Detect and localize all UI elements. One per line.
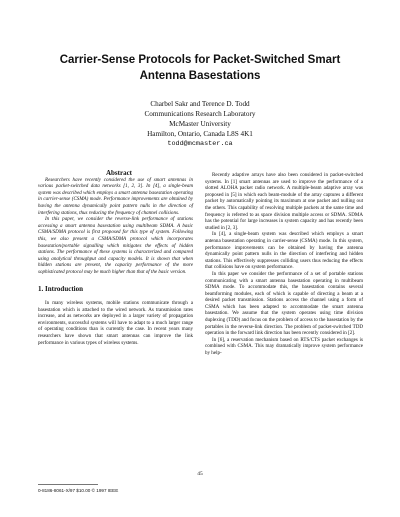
abstract-paragraph: Researchers have recently considered the use of smart antennas in various packet-switched data networks [1, 2, 3]. In [4], a single-beam system was described which employs a smart antenna basestation operating in carrier-sense (CSMA) mode. Performance improvements are obtained by having the antenna dynamically point pattern nulls in the direction of interfering stations, thus reducing the frequency of channel collisions. <box>38 176 193 216</box>
author-names: Charbel Sakr and Terence D. Todd <box>150 100 250 108</box>
author-block <box>100 99 300 149</box>
section-heading-introduction: 1. Introduction <box>38 284 83 293</box>
body-paragraph: In many wireless systems, mobile stations communicate through a basestation which is attached to the wired network. As transmission rates increase, and as networks are deployed in a larger variety of propagation environments, successful systems will have to adapt to a much larger range of operating conditions than is currently the case. In recent years many researchers have shown that smart antennas can improve the link performance in various types of wireless systems. <box>38 300 193 346</box>
abstract-paragraph: In this paper, we consider the reverse-link performance of stations accessing a smart antenna basestation using multibeam SDMA. A basic CSMA/SDMA protocol is first proposed for this type of system. Following this, we also present a CSMA/SDMA protocol which incorporates basestation/portable signalling which mitigates the effects of hidden stations. The performance of these systems is characterized and compared using analytical throughput and capacity models. It is shown that when hidden stations are present, the capacity performance of the more sophisticated protocol may be much higher than that of the basic version. <box>38 216 193 275</box>
abstract <box>38 177 193 276</box>
title-line: Carrier-Sense Protocols for Packet-Switched Smart <box>59 54 341 66</box>
body-paragraph: In this paper we consider the performance of a set of portable stations communicating with a smart antenna basestation operating in multibeam SDMA mode. To accommodate this, the basestation contains several beamforming modules, each of which is capable of directing a beam at a desired packet transmission. Stations access the channel using a form of CSMA which has been adapted to accommodate the smart antenna basestation. We assume that the system operates using time division duplexing (TDD) and focus on the problem of access to the basestation by the portables in the reverse-link direction. The problem of packet-switched TDD operation in the forward link direction has been recently considered in [2]. <box>205 270 363 337</box>
author-email: todd@mcmaster.ca <box>167 140 233 148</box>
body-paragraph: In [4], a single-beam system was described which employs a smart antenna basestation operating in carrier-sense (CSMA) mode. In this system, performance improvements can be obtained by having the antenna dynamically point pattern nulls in the direction of interfering and hidden stations. This effectively suppresses colliding users thus reducing the effects that collisions have on system performance. <box>205 231 363 271</box>
affiliation-line: Communications Research Laboratory <box>144 110 256 118</box>
abstract-heading: Abstract <box>105 169 133 177</box>
paper-title <box>40 52 360 84</box>
footer-rule <box>38 484 98 485</box>
left-column <box>38 170 193 346</box>
affiliation-line: McMaster University <box>169 120 231 128</box>
body-paragraph: Recently adaptive arrays have also been considered in packet-switched systems. In [1] smart antennas are used to improve the performance of a slotted ALOHA packet radio network. A multiple-beam adaptive array was proposed in [5] in which each beam-module of the array captures a different packet by automatically pointing its maximum at one packet and nulling out the others. This capability of resolving multiple packets at the same time and frequency is referred to as space division multiple access or SDMA. SDMA has the potential for large increases in system capacity and has recently been studied in [2, 3]. <box>205 172 363 231</box>
body-paragraph: In [6], a reservation mechanism based on RTS/CTS packet exchanges is combined with CSMA. This may dramatically improve system performance by help- <box>205 336 363 357</box>
affiliation-line: Hamilton, Ontario, Canada L8S 4K1 <box>147 130 253 138</box>
right-column <box>205 172 363 357</box>
page-number: 45 <box>197 471 203 477</box>
copyright-footer: 0-8186-8061-X/97 $10.00 © 1997 IEEE <box>38 488 119 493</box>
title-line: Antenna Basestations <box>139 70 261 82</box>
